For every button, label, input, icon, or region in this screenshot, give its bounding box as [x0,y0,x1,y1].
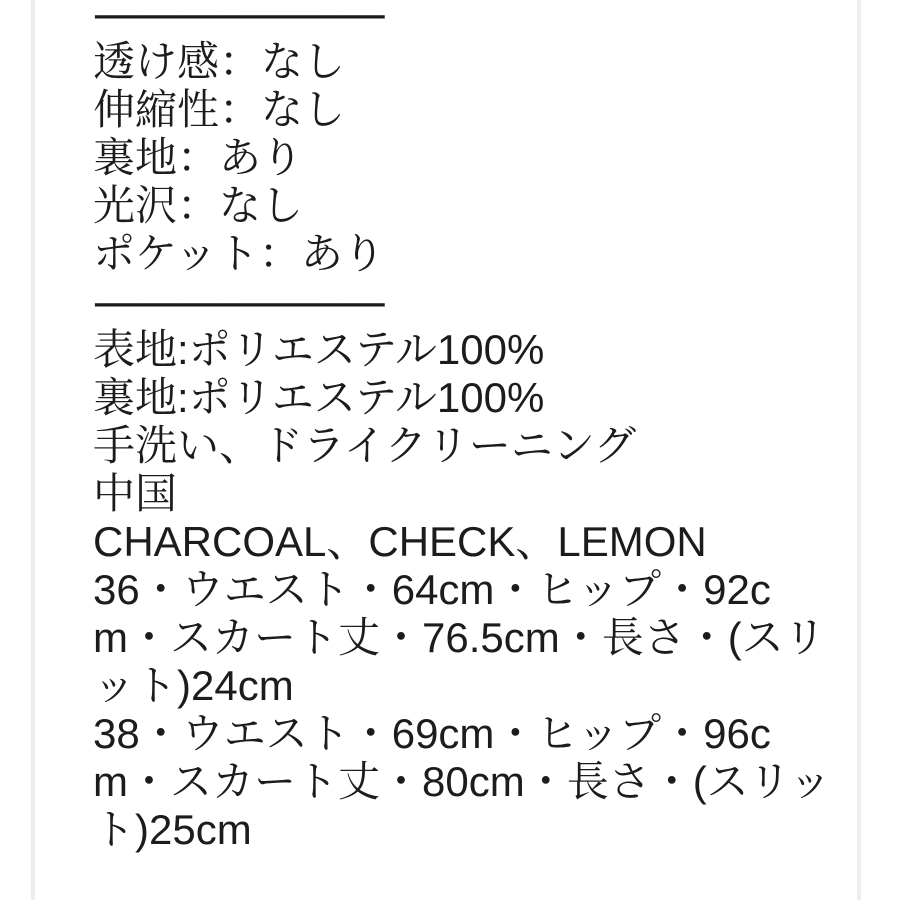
line-stretch: 伸縮性：なし [93,86,346,133]
line-care: 手洗い、ドライクリーニング [93,422,637,469]
line-size36-part3: ット)24cm [93,662,294,709]
line-outer-fabric: 表地:ポリエステル100% [93,326,545,373]
line-gloss: 光沢：なし [93,182,304,229]
line-country: 中国 [93,470,178,517]
product-spec-text [93,0,863,854]
line-lining-fabric: 裏地:ポリエステル100% [93,374,545,421]
line-size38-part1: 38・ウエスト・69cm・ヒップ・96c [93,710,771,757]
line-lining: 裏地：あり [93,134,304,181]
line-size36-part2: m・スカート丈・76.5cm・長さ・(スリ [93,614,826,661]
line-colorways: CHARCOAL、CHECK、LEMON [93,518,707,565]
left-edge-divider [31,0,35,900]
separator-line-middle: ----------------------------- [93,278,383,325]
line-sheerness: 透け感：なし [93,38,346,85]
line-size38-part2: m・スカート丈・80cm・長さ・(スリッ [93,758,831,805]
line-size36-part1: 36・ウエスト・64cm・ヒップ・92c [93,566,771,613]
line-pocket: ポケット：あり [93,230,385,277]
separator-line-top: ----------------------------- [93,0,383,37]
line-size38-part3: ト)25cm [93,806,252,853]
